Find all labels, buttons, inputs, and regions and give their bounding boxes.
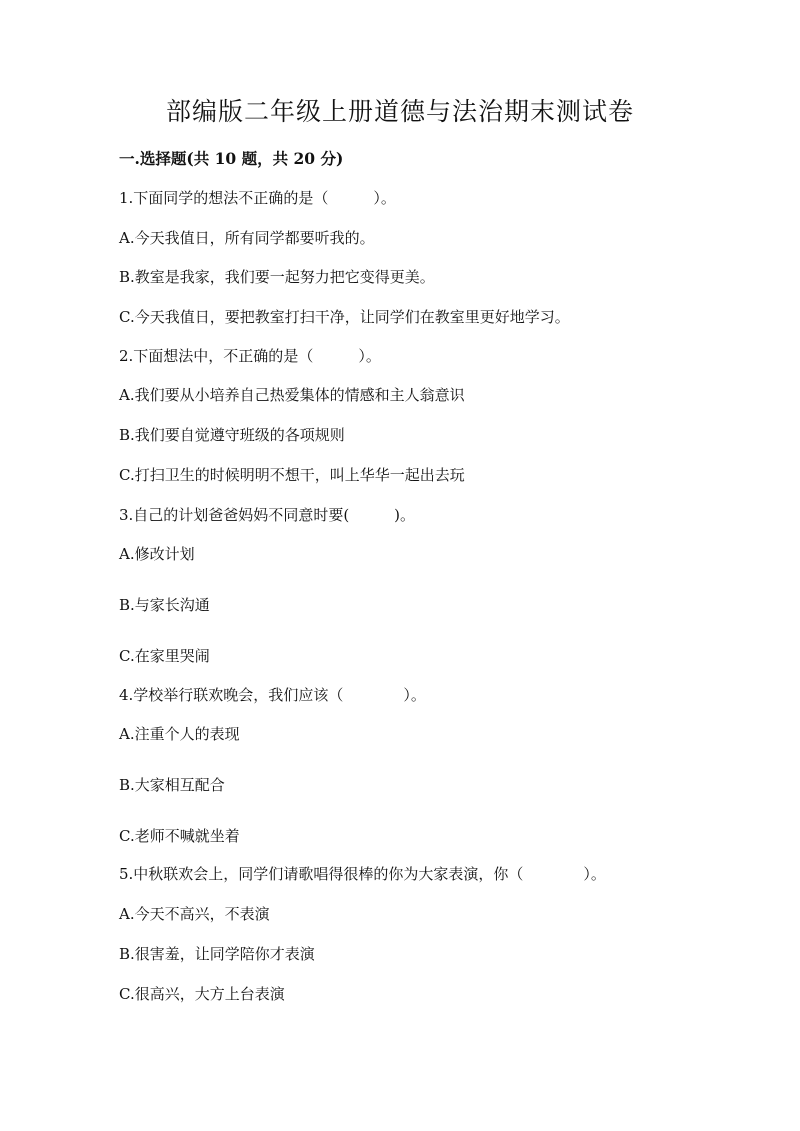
question-3-option-c: C.在家里哭闹 — [119, 647, 210, 665]
question-3-stem: 3.自己的计划爸爸妈妈不同意时要( )。 — [119, 506, 416, 524]
question-5-option-b: B.很害羞，让同学陪你才表演 — [119, 945, 315, 963]
question-1-option-c: C.今天我值日，要把教室打扫干净，让同学们在教室里更好地学习。 — [119, 308, 570, 326]
question-1-option-b: B.教室是我家，我们要一起努力把它变得更美。 — [119, 268, 435, 286]
question-1-option-a: A.今天我值日，所有同学都要听我的。 — [119, 229, 375, 247]
question-5-stem: 5.中秋联欢会上，同学们请歌唱得很棒的你为大家表演，你（ ）。 — [119, 865, 606, 883]
question-4-stem: 4.学校举行联欢晚会，我们应该（ ）。 — [119, 686, 426, 704]
question-2-option-b: B.我们要自觉遵守班级的各项规则 — [119, 426, 345, 444]
question-1-stem: 1.下面同学的想法不正确的是（ ）。 — [119, 189, 396, 207]
question-2-option-c: C.打扫卫生的时候明明不想干，叫上华华一起出去玩 — [119, 466, 465, 484]
section-heading: 一.选择题(共 10 题，共 20 分) — [119, 149, 344, 168]
question-4-option-a: A.注重个人的表现 — [119, 725, 240, 743]
question-4-option-c: C.老师不喊就坐着 — [119, 827, 240, 845]
question-3-option-a: A.修改计划 — [119, 545, 195, 563]
question-2-option-a: A.我们要从小培养自己热爱集体的情感和主人翁意识 — [119, 386, 465, 404]
question-5-option-a: A.今天不高兴，不表演 — [119, 905, 270, 923]
question-3-option-b: B.与家长沟通 — [119, 596, 210, 614]
page-title: 部编版二年级上册道德与法治期末测试卷 — [165, 97, 634, 126]
question-4-option-b: B.大家相互配合 — [119, 776, 225, 794]
question-2-stem: 2.下面想法中，不正确的是（ ）。 — [119, 347, 381, 365]
question-5-option-c: C.很高兴，大方上台表演 — [119, 985, 285, 1003]
